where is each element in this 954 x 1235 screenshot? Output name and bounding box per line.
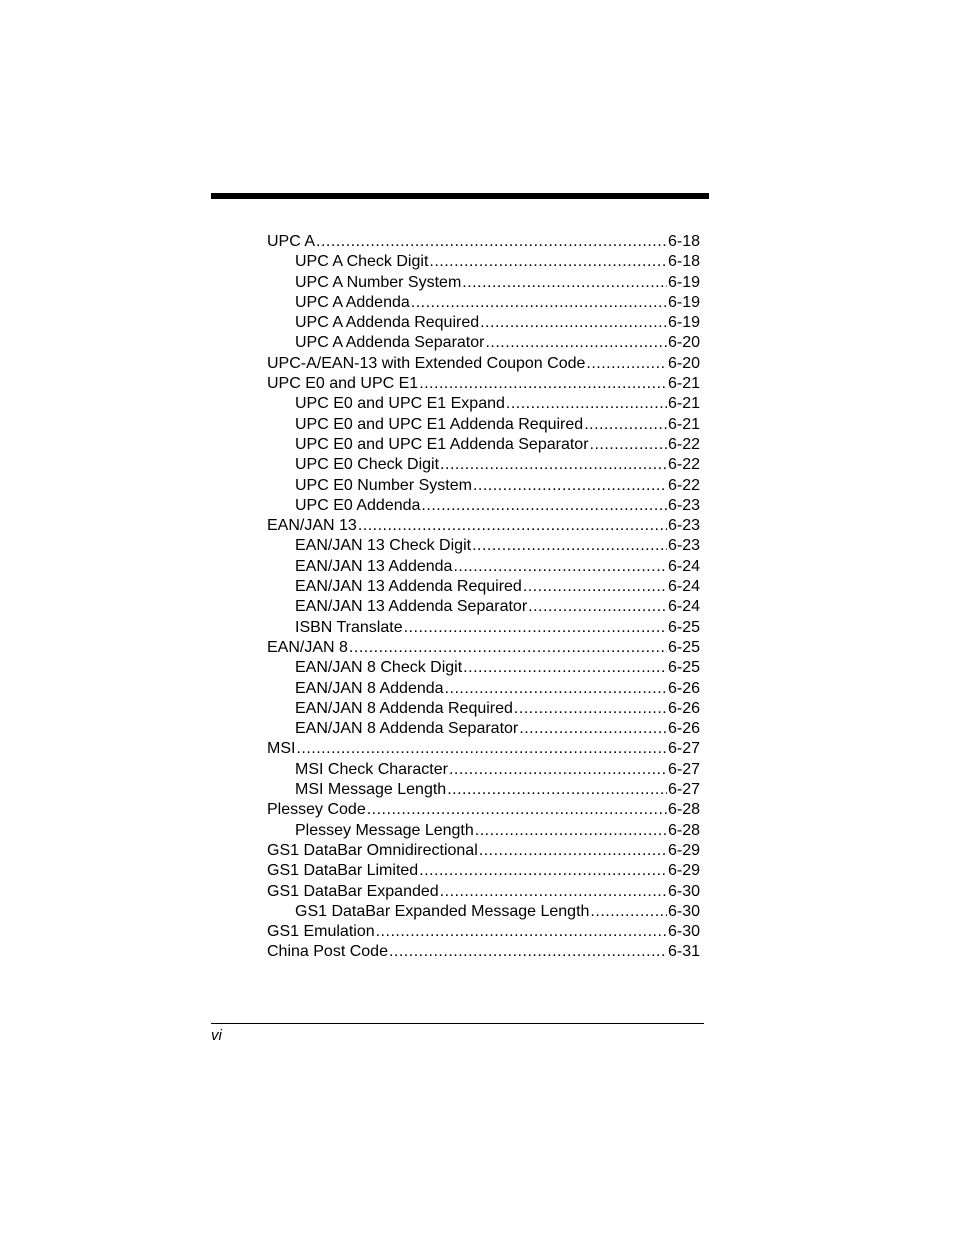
toc-entry-page: 6-22 — [667, 435, 700, 453]
toc-dot-leader — [463, 658, 667, 678]
toc-dot-leader — [316, 232, 667, 252]
toc-entry-page: 6-26 — [667, 699, 700, 717]
toc-dot-leader — [523, 577, 667, 597]
toc-dot-leader — [586, 354, 667, 374]
toc-entry[interactable] — [267, 394, 700, 414]
toc-entry[interactable] — [267, 780, 700, 800]
toc-entry[interactable] — [267, 699, 700, 719]
toc-entry-title: EAN/JAN 8 Addenda Required — [295, 699, 513, 717]
toc-entry[interactable] — [267, 252, 700, 272]
toc-entry[interactable] — [267, 415, 700, 435]
toc-entry-title: UPC A Addenda — [295, 293, 410, 311]
toc-entry[interactable] — [267, 760, 700, 780]
toc-entry[interactable] — [267, 516, 700, 536]
toc-entry[interactable] — [267, 882, 700, 902]
toc-dot-leader — [514, 699, 667, 719]
toc-entry-title: UPC A Addenda Separator — [295, 334, 485, 352]
toc-entry[interactable] — [267, 232, 700, 252]
toc-dot-leader — [506, 394, 667, 414]
footer-rule — [211, 1023, 704, 1024]
toc-dot-leader — [358, 516, 667, 536]
toc-entry-page: 6-21 — [667, 415, 700, 433]
toc-entry[interactable] — [267, 354, 700, 374]
toc-entry-page: 6-23 — [667, 517, 700, 535]
toc-entry-title: EAN/JAN 13 — [267, 517, 357, 535]
toc-entry[interactable] — [267, 739, 700, 759]
toc-entry[interactable] — [267, 496, 700, 516]
toc-dot-leader — [528, 597, 667, 617]
toc-entry-page: 6-22 — [667, 456, 700, 474]
toc-entry[interactable] — [267, 942, 700, 962]
toc-entry-page: 6-27 — [667, 740, 700, 758]
toc-dot-leader — [590, 435, 667, 455]
toc-entry-title: UPC A Number System — [295, 273, 462, 291]
toc-entry-page: 6-28 — [667, 801, 700, 819]
toc-dot-leader — [519, 719, 667, 739]
toc-dot-leader — [440, 882, 667, 902]
toc-dot-leader — [584, 415, 667, 435]
toc-dot-leader — [480, 313, 667, 333]
toc-entry-page: 6-25 — [667, 638, 700, 656]
toc-dot-leader — [590, 902, 667, 922]
toc-entry[interactable] — [267, 374, 700, 394]
toc-entry-title: Plessey Message Length — [295, 821, 474, 839]
toc-entry-title: EAN/JAN 13 Addenda — [295, 557, 453, 575]
toc-entry-page: 6-30 — [667, 902, 700, 920]
toc-entry-page: 6-27 — [667, 760, 700, 778]
toc-entry-title: GS1 DataBar Omnidirectional — [267, 841, 478, 859]
toc-dot-leader — [376, 922, 667, 942]
toc-dot-leader — [296, 739, 667, 759]
toc-entry-page: 6-25 — [667, 618, 700, 636]
toc-entry-page: 6-19 — [667, 273, 700, 291]
toc-entry-title: EAN/JAN 13 Addenda Required — [295, 578, 522, 596]
toc-dot-leader — [419, 374, 667, 394]
toc-entry-page: 6-18 — [667, 253, 700, 271]
toc-dot-leader — [349, 638, 667, 658]
toc-entry[interactable] — [267, 861, 700, 881]
toc-entry-page: 6-23 — [667, 496, 700, 514]
toc-entry-title: GS1 DataBar Limited — [267, 862, 419, 880]
toc-entry-title: UPC E0 Check Digit — [295, 456, 440, 474]
toc-entry[interactable] — [267, 313, 700, 333]
toc-entry-title: GS1 DataBar Expanded — [267, 882, 439, 900]
toc-entry-page: 6-19 — [667, 314, 700, 332]
toc-entry-page: 6-29 — [667, 841, 700, 859]
toc-dot-leader — [447, 780, 667, 800]
toc-entry-page: 6-20 — [667, 334, 700, 352]
toc-entry-page: 6-26 — [667, 720, 700, 738]
toc-entry[interactable] — [267, 557, 700, 577]
toc-dot-leader — [472, 536, 667, 556]
toc-entry-title: Plessey Code — [267, 801, 366, 819]
toc-dot-leader — [473, 476, 667, 496]
toc-entry-page: 6-28 — [667, 821, 700, 839]
toc-entry-page: 6-21 — [667, 395, 700, 413]
toc-entry-page: 6-23 — [667, 537, 700, 555]
toc-dot-leader — [479, 841, 667, 861]
toc-entry[interactable] — [267, 800, 700, 820]
toc-entry-title: MSI Message Length — [295, 781, 447, 799]
toc-entry-title: EAN/JAN 13 Check Digit — [295, 537, 472, 555]
toc-entry-title: EAN/JAN 8 Addenda — [295, 679, 444, 697]
toc-entry-page: 6-26 — [667, 679, 700, 697]
toc-dot-leader — [440, 455, 667, 475]
toc-entry-page: 6-30 — [667, 923, 700, 941]
toc-entry-page: 6-31 — [667, 943, 700, 961]
toc-dot-leader — [449, 760, 667, 780]
toc-entry-page: 6-25 — [667, 659, 700, 677]
toc-entry[interactable] — [267, 719, 700, 739]
toc-dot-leader — [485, 333, 667, 353]
toc-entry-title: UPC E0 and UPC E1 Addenda Separator — [295, 435, 589, 453]
toc-entry-page: 6-22 — [667, 476, 700, 494]
toc-entry-page: 6-30 — [667, 882, 700, 900]
toc-dot-leader — [475, 821, 667, 841]
toc-entry-title: UPC E0 and UPC E1 — [267, 375, 419, 393]
toc-entry-page: 6-20 — [667, 354, 700, 372]
toc-entry-title: UPC E0 and UPC E1 Expand — [295, 395, 505, 413]
toc-entry[interactable] — [267, 922, 700, 942]
toc-entry-page: 6-29 — [667, 862, 700, 880]
toc-entry-title: EAN/JAN 13 Addenda Separator — [295, 598, 528, 616]
toc-entry-page: 6-18 — [667, 233, 700, 250]
toc-entry-title: MSI Check Character — [295, 760, 448, 778]
toc-entry-title: GS1 DataBar Expanded Message Length — [295, 902, 590, 920]
toc-dot-leader — [421, 496, 667, 516]
toc-entry-title: EAN/JAN 8 Check Digit — [295, 659, 463, 677]
toc-entry-page: 6-24 — [667, 598, 700, 616]
toc-entry[interactable] — [267, 679, 700, 699]
toc-entry[interactable] — [267, 658, 700, 678]
toc-entry-title: UPC E0 and UPC E1 Addenda Required — [295, 415, 584, 433]
toc-entry[interactable] — [267, 618, 700, 638]
toc-entry[interactable] — [267, 273, 700, 293]
toc-dot-leader — [419, 861, 667, 881]
toc-entry[interactable] — [267, 435, 700, 455]
toc-entry-title: EAN/JAN 8 — [267, 638, 348, 656]
toc-entry[interactable] — [267, 333, 700, 353]
toc-entry-title: MSI — [267, 740, 296, 758]
toc-dot-leader — [462, 273, 667, 293]
toc-entry[interactable] — [267, 902, 700, 922]
toc-entry[interactable] — [267, 577, 700, 597]
toc-entry[interactable] — [267, 293, 700, 313]
toc-entry-title: UPC A — [267, 233, 316, 250]
toc-entry-title: UPC A Addenda Required — [295, 314, 480, 332]
toc-entry[interactable] — [267, 821, 700, 841]
toc-entry[interactable] — [267, 455, 700, 475]
toc-entry-page: 6-24 — [667, 557, 700, 575]
toc-dot-leader — [445, 679, 667, 699]
table-of-contents — [267, 232, 700, 963]
toc-entry-title: GS1 Emulation — [267, 923, 375, 941]
toc-entry-title: UPC E0 Number System — [295, 476, 472, 494]
toc-entry-page: 6-19 — [667, 293, 700, 311]
toc-entry-title: EAN/JAN 8 Addenda Separator — [295, 720, 519, 738]
toc-entry-title: UPC A Check Digit — [295, 253, 429, 271]
toc-dot-leader — [367, 800, 667, 820]
toc-entry[interactable] — [267, 476, 700, 496]
toc-entry[interactable] — [267, 841, 700, 861]
toc-entry-page: 6-24 — [667, 578, 700, 596]
toc-entry-page: 6-27 — [667, 781, 700, 799]
toc-entry-title: ISBN Translate — [295, 618, 403, 636]
toc-entry-title: China Post Code — [267, 943, 388, 961]
toc-entry[interactable] — [267, 638, 700, 658]
toc-dot-leader — [389, 942, 667, 962]
toc-dot-leader — [404, 618, 667, 638]
toc-dot-leader — [453, 557, 667, 577]
toc-entry[interactable] — [267, 536, 700, 556]
toc-entry-title: UPC E0 Addenda — [295, 496, 421, 514]
header-rule — [211, 193, 709, 199]
toc-entry-page: 6-21 — [667, 375, 700, 393]
toc-dot-leader — [411, 293, 667, 313]
toc-entry-title: UPC-A/EAN-13 with Extended Coupon Code — [267, 354, 586, 372]
page-number: vi — [211, 1027, 222, 1044]
toc-dot-leader — [429, 252, 667, 272]
toc-entry[interactable] — [267, 597, 700, 617]
